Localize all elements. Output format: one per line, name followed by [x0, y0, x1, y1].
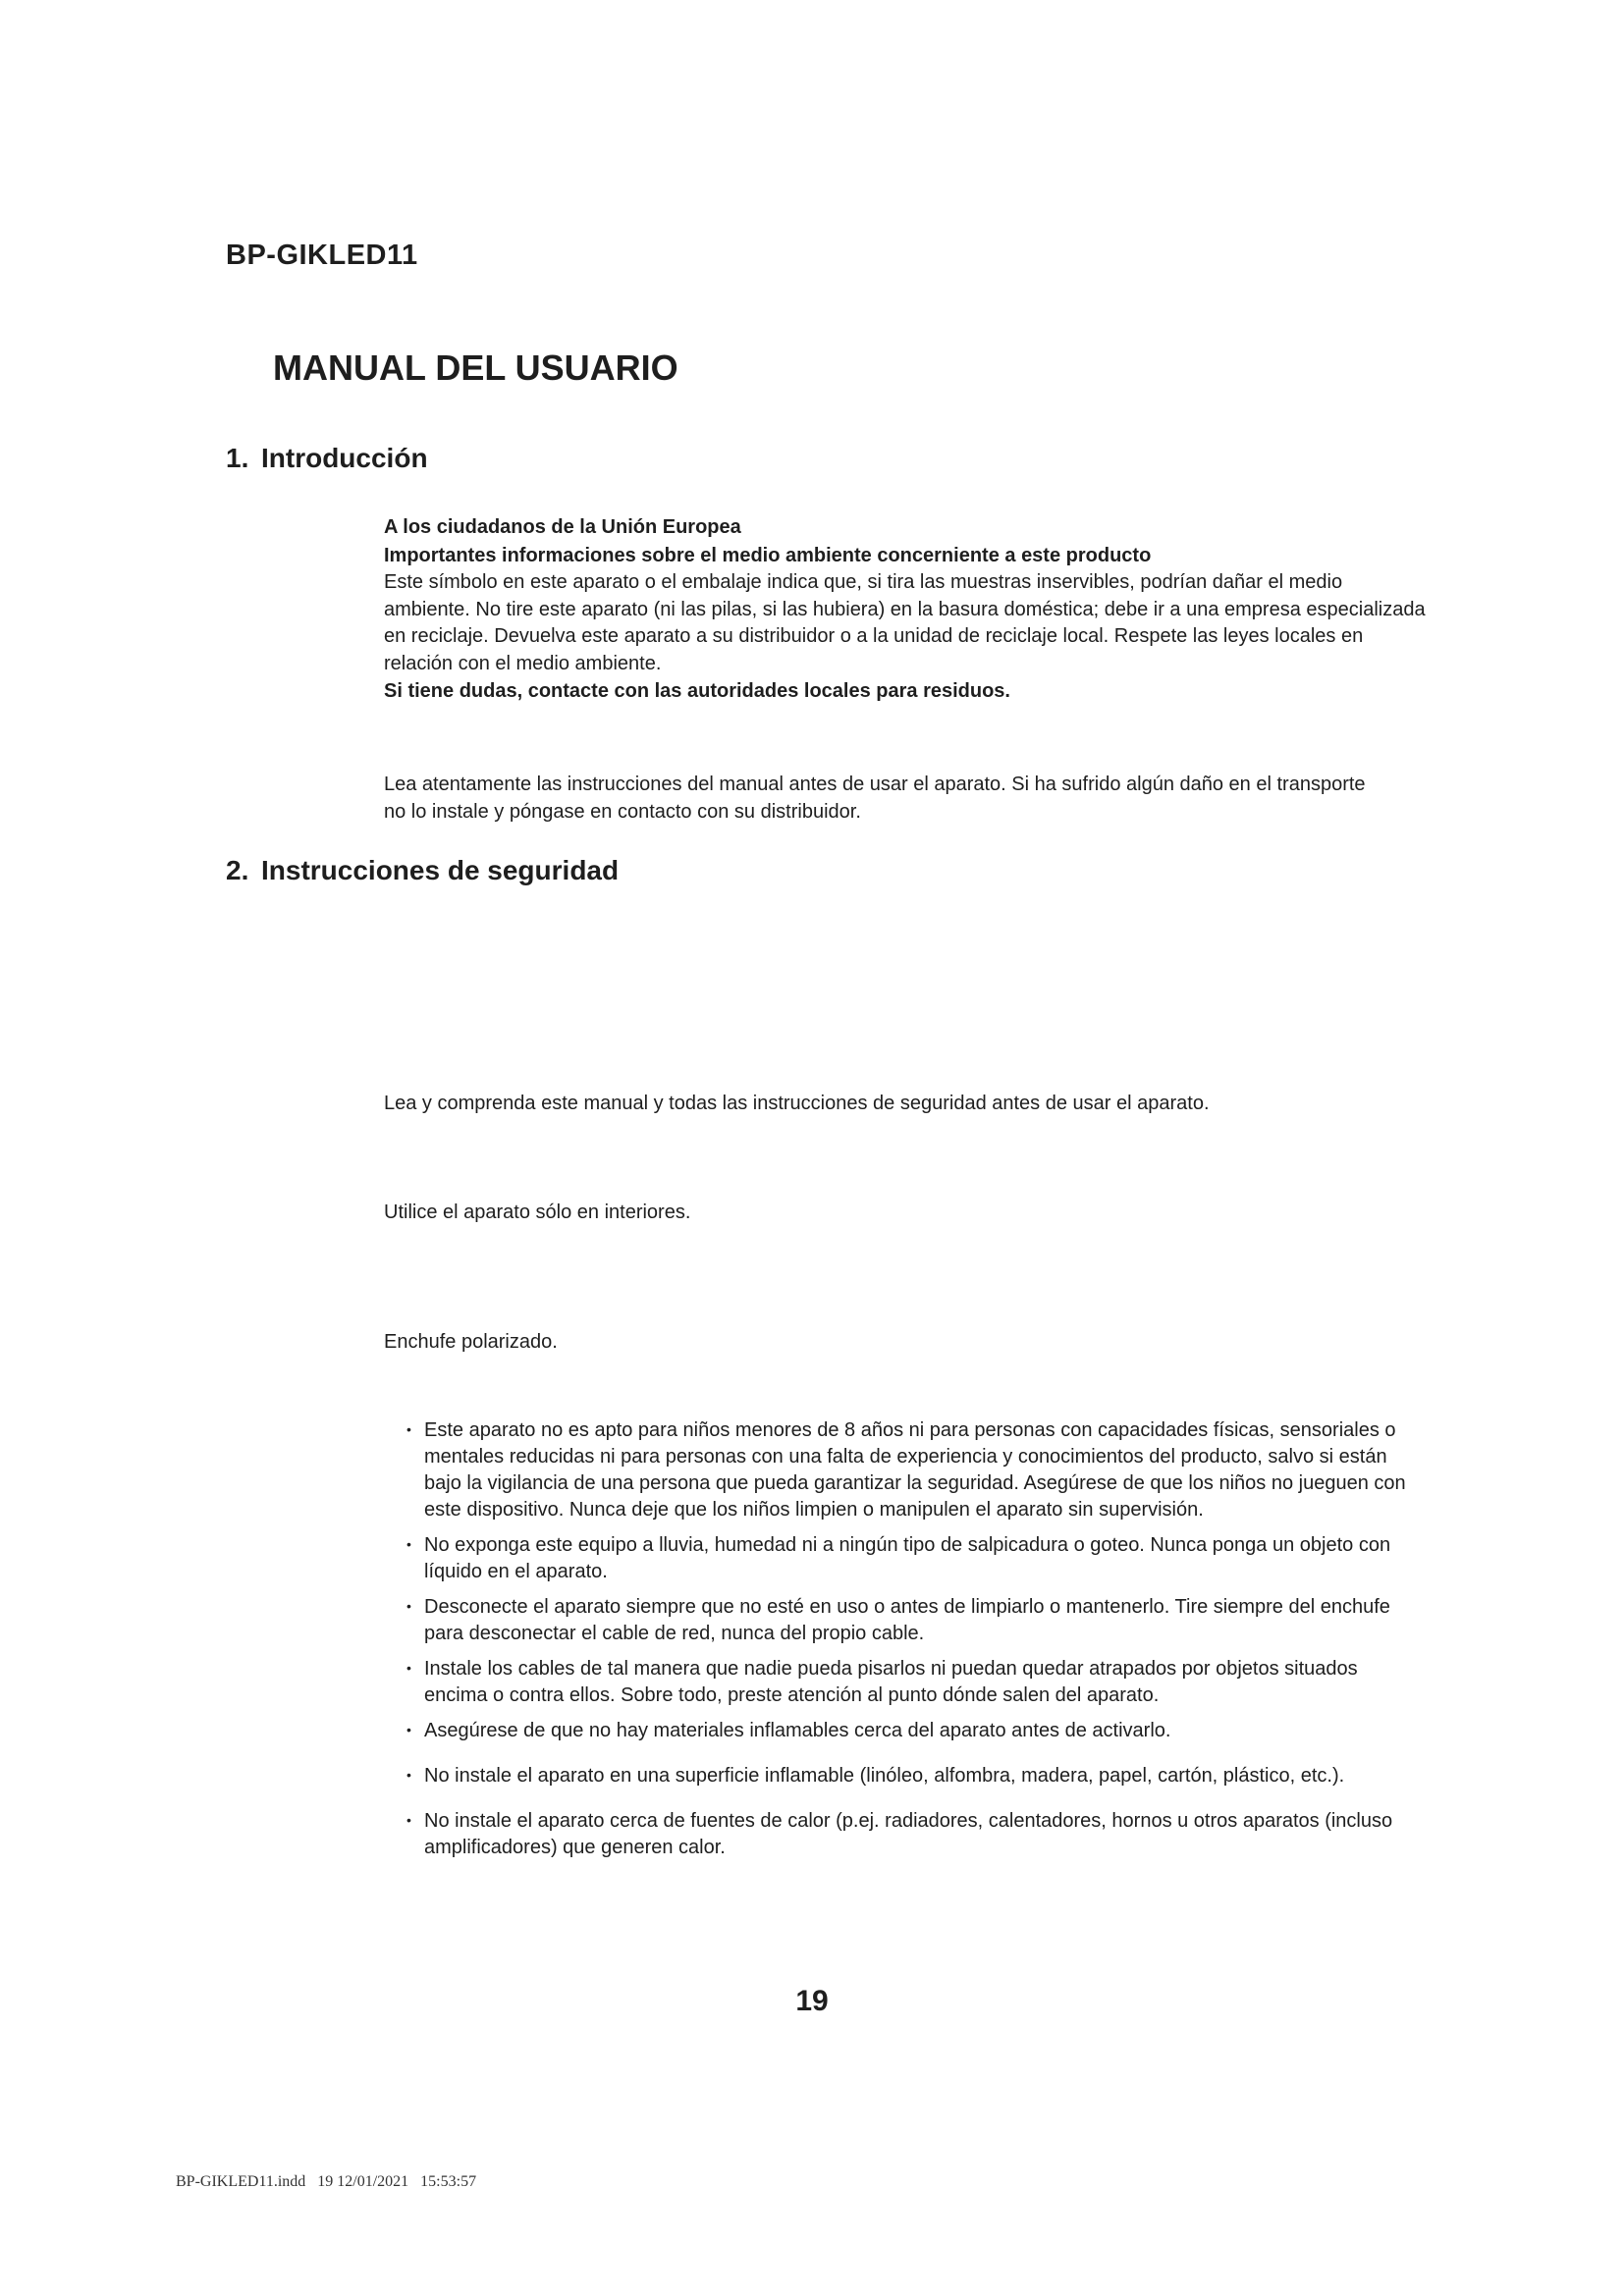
list-item: • No instale el aparato cerca de fuentes de calor (p.ej. radiadores, calentadores, hornos u otros aparatos (incluso amplificadores) que generen calor.: [406, 1810, 1393, 1858]
environment-heading: Importantes informaciones sobre el medio ambiente concerniente a este producto: [384, 544, 1152, 566]
list-item-text: No instale el aparato en una superficie inflamable (linóleo, alfombra, madera, papel, cartón, plástico, etc.).: [424, 1765, 1345, 1787]
list-item: • Instale los cables de tal manera que nadie pueda pisarlos ni puedan quedar atrapados por objetos situados encima o contra ellos. Sobre todo, preste atención al punto dónde salen del aparato.: [406, 1658, 1358, 1706]
safety-list: [393, 1416, 1424, 1869]
list-item: • Asegúrese de que no hay materiales inflamables cerca del aparato antes de activarlo.: [406, 1720, 1171, 1741]
model-code: BP-GIKLED11: [226, 240, 418, 271]
read-instructions-note: Lea atentamente las instrucciones del manual antes de usar el aparato. Si ha sufrido algún daño en el transporte no lo instale y póngase en contacto con su distribuidor.: [384, 774, 1366, 823]
section-number: 2.: [226, 855, 249, 885]
list-item-text: Desconecte el aparato siempre que no esté en uso o antes de limpiarlo o mantenerlo. Tire siempre del enchufe para desconectar el cable de red, nunca del propio cable.: [424, 1596, 1390, 1644]
indoor-use-note: Utilice el aparato sólo en interiores.: [384, 1201, 691, 1223]
read-manual-note: Lea y comprenda este manual y todas las instrucciones de seguridad antes de usar el aparato.: [384, 1093, 1210, 1114]
section-heading-seguridad: [226, 855, 619, 886]
list-item: • Este aparato no es apto para niños menores de 8 años ni para personas con capacidades físicas, sensoriales o mentales reducidas ni para personas con una falta de experiencia y conocimientos del producto, salvo si están bajo la vigilancia de una persona que pueda garantizar la seguridad. Asegúrese de que los niños no jueguen con este dispositivo. Nunca deje que los niños limpien o manipulen el aparato sin supervisión.: [406, 1419, 1406, 1521]
list-item-text: Instale los cables de tal manera que nadie pueda pisarlos ni puedan quedar atrapados por objetos situados encima o contra ellos. Sobre todo, preste atención al punto dónde salen del aparato.: [424, 1658, 1358, 1706]
list-item-text: Este aparato no es apto para niños menores de 8 años ni para personas con capacidades físicas, sensoriales o mentales reducidas ni para personas con una falta de experiencia y conocimientos del producto, salvo si están bajo la vigilancia de una persona que pueda garantizar la seguridad. Asegúrese de que los niños no jueguen con este dispositivo. Nunca deje que los niños limpien o manipulen el aparato sin supervisión.: [424, 1419, 1406, 1521]
list-item-text: No exponga este equipo a lluvia, humedad ni a ningún tipo de salpicadura o goteo. Nunca ponga un objeto con líquido en el aparato.: [424, 1534, 1391, 1582]
list-item: • No exponga este equipo a lluvia, humedad ni a ningún tipo de salpicadura o goteo. Nunca ponga un objeto con líquido en el aparato.: [406, 1534, 1391, 1582]
list-item: • No instale el aparato en una superficie inflamable (linóleo, alfombra, madera, papel, cartón, plástico, etc.).: [406, 1765, 1345, 1787]
doubts-note: Si tiene dudas, contacte con las autoridades locales para residuos.: [384, 680, 1010, 702]
environment-text: Este símbolo en este aparato o el embalaje indica que, si tira las muestras inservibles, podrían dañar el medio ambiente. No tire este aparato (ni las pilas, si las hubiera) en la basura doméstica; debe ir a una empresa especializada en reciclaje. Devuelva este aparato a su distribuidor o a la unidad de reciclaje local. Respete las leyes locales en relación con el medio ambiente.: [384, 571, 1426, 674]
page-title: MANUAL DEL USUARIO: [273, 347, 678, 388]
print-slug: BP-GIKLED11.indd 19 12/01/2021 15:53:57: [176, 2173, 477, 2190]
list-item: • Desconecte el aparato siempre que no esté en uso o antes de limpiarlo o mantenerlo. Tire siempre del enchufe para desconectar el cable de red, nunca del propio cable.: [406, 1596, 1390, 1644]
eu-heading: A los ciudadanos de la Unión Europea: [384, 516, 741, 538]
section-number: 1.: [226, 443, 249, 473]
list-item-text: No instale el aparato cerca de fuentes de calor (p.ej. radiadores, calentadores, hornos u otros aparatos (incluso amplificadores) que generen calor.: [424, 1810, 1393, 1858]
environment-notice: [384, 514, 1427, 706]
section-title: Instrucciones de seguridad: [261, 855, 620, 885]
polarized-plug-note: Enchufe polarizado.: [384, 1331, 558, 1353]
list-item-text: Asegúrese de que no hay materiales inflamables cerca del aparato antes de activarlo.: [424, 1720, 1171, 1741]
page-number: 19: [795, 1985, 829, 2017]
section-title: Introducción: [261, 443, 428, 473]
section-heading-introduccion: [226, 443, 428, 474]
